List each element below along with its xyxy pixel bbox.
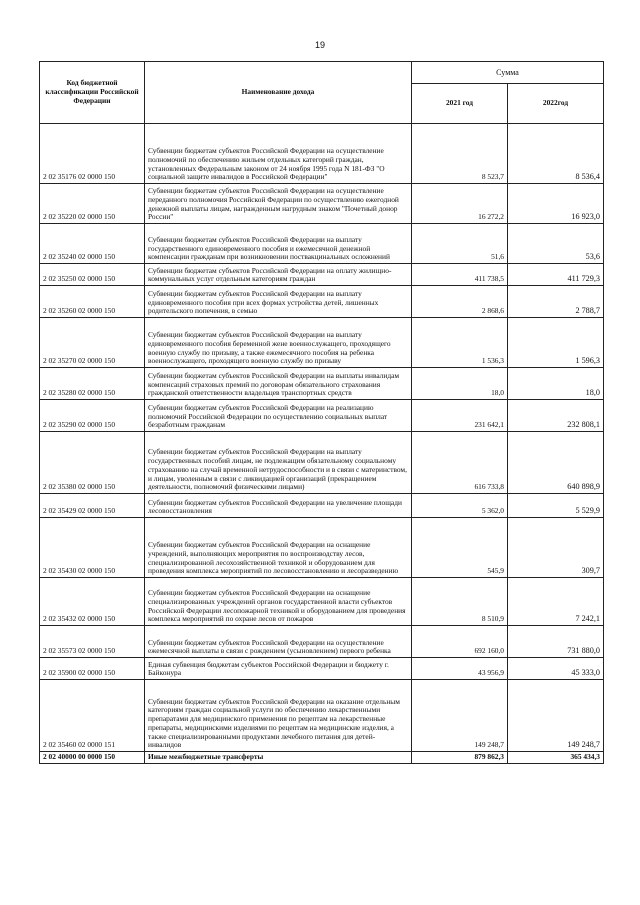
budget-revenue-table [39,61,604,764]
amount-2022-cell: 731 880,0 [508,626,604,658]
amount-2021-cell: 2 868,6 [412,286,508,318]
amount-2021-cell: 1 536,3 [412,318,508,368]
amount-2022-cell: 18,0 [508,368,604,400]
header-year-2022: 2022год [508,84,604,124]
code-cell: 2 02 35240 02 0000 150 [40,224,145,264]
header-sum: Сумма [412,62,604,84]
header-code: Код бюджетной классификации Российской Федерации [40,62,145,124]
amount-2022-cell: 1 596,3 [508,318,604,368]
name-cell: Субвенции бюджетам субъектов Российской Федерации на выплату государственного единовременного пособия и ежемесячной денежной компенсации гражданам при возникновении поствакцинальных осложнений [145,224,412,264]
name-cell: Единая субвенция бюджетам субъектов Российской Федерации и бюджету г. Байконура [145,658,412,680]
code-cell: 2 02 35573 02 0000 150 [40,626,145,658]
total-name-cell: Иные межбюджетные трансферты [145,752,412,764]
amount-2022-cell: 5 529,9 [508,494,604,518]
amount-2021-cell: 8 510,9 [412,578,508,626]
amount-2021-cell: 149 248,7 [412,680,508,752]
table-row [40,658,604,680]
amount-2021-cell: 18,0 [412,368,508,400]
amount-2021-cell: 545,9 [412,518,508,578]
code-cell: 2 02 35430 02 0000 150 [40,518,145,578]
amount-2022-cell: 16 923,0 [508,184,604,224]
table-row [40,264,604,286]
code-cell: 2 02 35280 02 0000 150 [40,368,145,400]
table-row [40,184,604,224]
name-cell: Субвенции бюджетам субъектов Российской Федерации на выплаты инвалидам компенсаций страховых премий по договорам обязательного страхования гражданской ответственности владельцев транспортных средств [145,368,412,400]
total-2021-cell: 879 862,3 [412,752,508,764]
amount-2022-cell: 2 788,7 [508,286,604,318]
amount-2021-cell: 411 738,5 [412,264,508,286]
header-year-2021: 2021 год [412,84,508,124]
code-cell: 2 02 35900 02 0000 150 [40,658,145,680]
table-row [40,518,604,578]
table-row [40,680,604,752]
code-cell: 2 02 35290 02 0000 150 [40,400,145,432]
name-cell: Субвенции бюджетам субъектов Российской Федерации на оснащение специализированных учреждений органов государственной власти субъектов Российской Федерации лесопожарной техникой и оборудованием для проведения комплекса мероприятий по охране лесов от пожаров [145,578,412,626]
amount-2022-cell: 640 898,9 [508,432,604,494]
amount-2021-cell: 616 733,8 [412,432,508,494]
amount-2021-cell: 8 523,7 [412,124,508,184]
amount-2021-cell: 5 362,0 [412,494,508,518]
name-cell: Субвенции бюджетам субъектов Российской Федерации на осуществление полномочий по обеспечению жильем отдельных категорий граждан, установленных Федеральным законом от 24 ноября 1995 года N 181-ФЗ "О социальной защите инвалидов в Российской Федерации" [145,124,412,184]
table-row [40,124,604,184]
total-row [40,752,604,764]
name-cell: Субвенции бюджетам субъектов Российской Федерации на реализацию полномочий Российской Федерации по осуществлению социальных выплат безработным гражданам [145,400,412,432]
table-row [40,494,604,518]
amount-2021-cell: 231 642,1 [412,400,508,432]
amount-2022-cell: 232 808,1 [508,400,604,432]
table-row [40,400,604,432]
table-row [40,578,604,626]
name-cell: Субвенции бюджетам субъектов Российской Федерации на оплату жилищно-коммунальных услуг отдельным категориям граждан [145,264,412,286]
code-cell: 2 02 35429 02 0000 150 [40,494,145,518]
table-row [40,224,604,264]
amount-2022-cell: 7 242,1 [508,578,604,626]
amount-2021-cell: 692 160,0 [412,626,508,658]
code-cell: 2 02 35460 02 0000 151 [40,680,145,752]
code-cell: 2 02 35250 02 0000 150 [40,264,145,286]
amount-2021-cell: 43 956,9 [412,658,508,680]
code-cell: 2 02 35270 02 0000 150 [40,318,145,368]
amount-2022-cell: 309,7 [508,518,604,578]
code-cell: 2 02 35220 02 0000 150 [40,184,145,224]
code-cell: 2 02 35380 02 0000 150 [40,432,145,494]
amount-2021-cell: 16 272,2 [412,184,508,224]
table-row [40,368,604,400]
code-cell: 2 02 35432 02 0000 150 [40,578,145,626]
table-row [40,432,604,494]
amount-2022-cell: 8 536,4 [508,124,604,184]
name-cell: Субвенции бюджетам субъектов Российской Федерации на увеличение площади лесовосстановления [145,494,412,518]
page-number: 19 [314,40,325,50]
name-cell: Субвенции бюджетам субъектов Российской Федерации на выплату единовременного пособия беременной жене военнослужащего, проходящего военную службу по призыву, а также ежемесячного пособия на ребенка военнослужащего, проходящего военную службу по призыву [145,318,412,368]
table-row [40,286,604,318]
amount-2022-cell: 53,6 [508,224,604,264]
code-cell: 2 02 35176 02 0000 150 [40,124,145,184]
table-body [40,124,604,764]
amount-2022-cell: 149 248,7 [508,680,604,752]
amount-2022-cell: 45 333,0 [508,658,604,680]
amount-2022-cell: 411 729,3 [508,264,604,286]
total-2022-cell: 365 434,3 [508,752,604,764]
header-name: Наименование дохода [145,62,412,124]
amount-2021-cell: 51,6 [412,224,508,264]
code-cell: 2 02 35260 02 0000 150 [40,286,145,318]
total-code-cell: 2 02 40000 00 0000 150 [40,752,145,764]
name-cell: Субвенции бюджетам субъектов Российской Федерации на оказание отдельным категориям граждан социальной услуги по обеспечению лекарственными препаратами для медицинского применения по рецептам на лекарственные препараты, медицинскими изделиями по рецептам на медицинские изделия, а также специализированными продуктами лечебного питания для детей-инвалидов [145,680,412,752]
name-cell: Субвенции бюджетам субъектов Российской Федерации на выплату единовременного пособия при всех формах устройства детей, лишенных родительского попечения, в семью [145,286,412,318]
name-cell: Субвенции бюджетам субъектов Российской Федерации на осуществление ежемесячной выплаты в связи с рождением (усыновлением) первого ребенка [145,626,412,658]
name-cell: Субвенции бюджетам субъектов Российской Федерации на оснащение учреждений, выполняющих мероприятия по воспроизводству лесов, специализированной лесохозяйственной техникой и оборудованием для проведения комплекса мероприятий по лесовосстановлению и лесоразведению [145,518,412,578]
name-cell: Субвенции бюджетам субъектов Российской Федерации на осуществление переданного полномочия Российской Федерации по осуществлению ежегодной денежной выплаты лицам, награжденным нагрудным знаком "Почетный донор России" [145,184,412,224]
table-row [40,626,604,658]
name-cell: Субвенции бюджетам субъектов Российской Федерации на выплату государственных пособий лицам, не подлежащим обязательному социальному страхованию на случай временной нетрудоспособности и в связи с материнством, и лицам, уволенным в связи с ликвидацией организаций (прекращением деятельности, полномочий физическими лицами) [145,432,412,494]
table-row [40,318,604,368]
